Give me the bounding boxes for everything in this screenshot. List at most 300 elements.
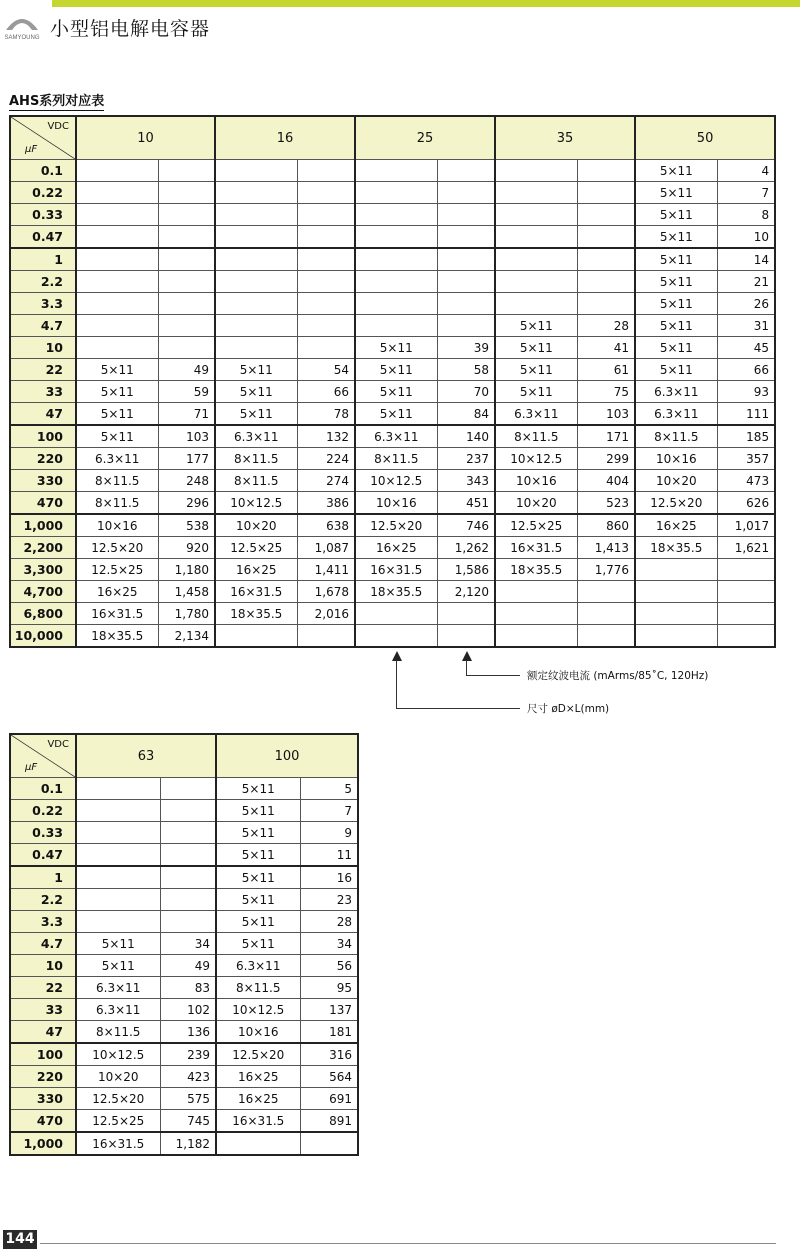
ripple-current-cell	[577, 603, 635, 625]
ripple-current-cell: 185	[717, 425, 775, 448]
ripple-current-cell: 136	[160, 1021, 216, 1044]
ripple-current-cell: 7	[717, 182, 775, 204]
size-cell	[215, 315, 297, 337]
ripple-current-cell: 111	[717, 403, 775, 426]
ripple-current-cell: 2,134	[158, 625, 215, 648]
size-cell	[635, 603, 717, 625]
size-cell: 12.5×20	[76, 1088, 160, 1110]
ripple-current-cell: 28	[577, 315, 635, 337]
table-row	[10, 1066, 358, 1088]
table-row	[10, 226, 775, 249]
size-cell: 10×12.5	[216, 999, 300, 1021]
size-cell: 5×11	[635, 204, 717, 226]
capacitance-cell: 100	[10, 1043, 76, 1066]
ripple-current-cell	[577, 204, 635, 226]
size-cell: 5×11	[216, 778, 300, 800]
capacitance-cell: 470	[10, 1110, 76, 1133]
ripple-current-cell	[160, 889, 216, 911]
table-row	[10, 933, 358, 955]
voltage-header-row	[10, 116, 775, 160]
ripple-current-cell	[158, 248, 215, 271]
capacitance-cell: 330	[10, 1088, 76, 1110]
size-cell	[76, 822, 160, 844]
size-cell: 6.3×11	[76, 448, 158, 470]
ripple-current-cell: 224	[297, 448, 355, 470]
table-row	[10, 204, 775, 226]
size-cell: 5×11	[495, 315, 577, 337]
samyoung-logo-icon	[2, 4, 42, 44]
size-cell	[355, 226, 437, 249]
ripple-current-cell: 66	[717, 359, 775, 381]
ripple-current-cell: 299	[577, 448, 635, 470]
size-arrow-line-h	[396, 708, 520, 709]
ripple-current-cell	[437, 625, 495, 648]
ripple-current-cell: 575	[160, 1088, 216, 1110]
ripple-arrow-line-h	[466, 675, 520, 676]
size-cell: 16×31.5	[495, 537, 577, 559]
ripple-current-cell: 1,262	[437, 537, 495, 559]
voltage-header-row	[10, 734, 358, 778]
size-cell: 6.3×11	[76, 999, 160, 1021]
table-row	[10, 911, 358, 933]
size-cell: 6.3×11	[635, 403, 717, 426]
size-cell	[215, 337, 297, 359]
voltage-header-100: 100	[216, 734, 358, 778]
ripple-current-cell	[577, 271, 635, 293]
size-cell: 16×31.5	[76, 603, 158, 625]
size-cell: 5×11	[215, 403, 297, 426]
size-cell: 10×16	[76, 514, 158, 537]
page-number: 144	[3, 1230, 37, 1249]
ripple-current-cell	[717, 559, 775, 581]
ripple-current-cell	[577, 581, 635, 603]
ripple-current-cell: 1,087	[297, 537, 355, 559]
table-row	[10, 248, 775, 271]
voltage-header-50: 50	[635, 116, 775, 160]
size-cell	[495, 603, 577, 625]
size-cell: 5×11	[355, 337, 437, 359]
size-cell	[355, 293, 437, 315]
capacitance-cell: 0.33	[10, 822, 76, 844]
ripple-current-cell: 237	[437, 448, 495, 470]
ripple-current-cell: 638	[297, 514, 355, 537]
ripple-current-cell: 21	[717, 271, 775, 293]
size-cell: 10×20	[76, 1066, 160, 1088]
size-cell	[76, 160, 158, 182]
ripple-current-cell	[437, 293, 495, 315]
size-cell: 12.5×20	[76, 537, 158, 559]
size-cell	[215, 248, 297, 271]
ripple-current-cell: 171	[577, 425, 635, 448]
ripple-current-cell: 58	[437, 359, 495, 381]
capacitance-cell: 1,000	[10, 514, 76, 537]
size-cell	[215, 293, 297, 315]
size-cell	[635, 559, 717, 581]
capacitance-cell: 0.47	[10, 226, 76, 249]
ripple-current-cell: 316	[300, 1043, 358, 1066]
ripple-current-cell: 2,120	[437, 581, 495, 603]
capacitance-cell: 10	[10, 955, 76, 977]
ripple-current-cell	[160, 778, 216, 800]
ripple-current-cell: 70	[437, 381, 495, 403]
ripple-current-cell: 386	[297, 492, 355, 515]
size-cell: 16×31.5	[215, 581, 297, 603]
table-row	[10, 160, 775, 182]
table-row	[10, 822, 358, 844]
size-cell	[355, 603, 437, 625]
ripple-current-cell	[158, 337, 215, 359]
size-cell: 12.5×25	[76, 559, 158, 581]
size-cell	[215, 182, 297, 204]
size-cell	[215, 160, 297, 182]
ripple-current-cell: 357	[717, 448, 775, 470]
ripple-current-cell: 49	[160, 955, 216, 977]
ripple-current-cell	[437, 248, 495, 271]
size-cell: 5×11	[495, 359, 577, 381]
ripple-current-cell	[297, 182, 355, 204]
size-cell	[495, 248, 577, 271]
ripple-current-cell: 34	[300, 933, 358, 955]
capacitance-cell: 4.7	[10, 315, 76, 337]
ripple-current-cell	[158, 293, 215, 315]
ripple-current-cell	[577, 160, 635, 182]
size-cell	[76, 271, 158, 293]
table-row	[10, 581, 775, 603]
size-cell: 10×16	[495, 470, 577, 492]
ripple-current-cell	[717, 581, 775, 603]
table-row	[10, 514, 775, 537]
ripple-current-cell: 1,180	[158, 559, 215, 581]
table-row	[10, 559, 775, 581]
ripple-current-cell: 39	[437, 337, 495, 359]
capacitance-cell: 22	[10, 359, 76, 381]
ripple-current-cell: 56	[300, 955, 358, 977]
ripple-current-cell	[297, 315, 355, 337]
size-cell: 5×11	[635, 226, 717, 249]
capacitance-cell: 330	[10, 470, 76, 492]
ripple-current-cell	[300, 1132, 358, 1155]
ripple-current-cell: 66	[297, 381, 355, 403]
capacitance-cell: 10,000	[10, 625, 76, 648]
ripple-current-cell: 8	[717, 204, 775, 226]
size-cell	[76, 844, 160, 867]
ripple-current-cell: 523	[577, 492, 635, 515]
size-cell	[355, 182, 437, 204]
size-cell: 8×11.5	[76, 1021, 160, 1044]
ripple-current-cell: 920	[158, 537, 215, 559]
corner-cell	[10, 116, 76, 160]
size-cell: 8×11.5	[215, 470, 297, 492]
size-cell	[76, 315, 158, 337]
size-cell: 5×11	[355, 381, 437, 403]
size-cell: 10×12.5	[355, 470, 437, 492]
size-cell	[355, 271, 437, 293]
ripple-current-cell: 2,016	[297, 603, 355, 625]
section-title: AHS系列对应表	[9, 90, 104, 111]
size-cell: 18×35.5	[76, 625, 158, 648]
size-cell: 5×11	[635, 182, 717, 204]
size-cell	[495, 293, 577, 315]
ripple-current-cell: 140	[437, 425, 495, 448]
size-cell: 5×11	[635, 271, 717, 293]
table-row	[10, 1088, 358, 1110]
size-cell	[355, 315, 437, 337]
size-cell: 5×11	[495, 337, 577, 359]
voltage-header-16: 16	[215, 116, 355, 160]
table-row	[10, 425, 775, 448]
ripple-current-cell: 274	[297, 470, 355, 492]
ripple-current-cell: 16	[300, 866, 358, 889]
ripple-current-cell	[297, 271, 355, 293]
size-cell	[76, 204, 158, 226]
capacitance-cell: 0.22	[10, 182, 76, 204]
page-title: 小型铝电解电容器	[50, 18, 211, 40]
ripple-current-cell: 9	[300, 822, 358, 844]
ripple-current-cell: 26	[717, 293, 775, 315]
uf-label: μF	[25, 762, 38, 773]
size-cell	[76, 778, 160, 800]
size-cell	[215, 226, 297, 249]
capacitance-cell: 3.3	[10, 293, 76, 315]
ripple-current-cell: 239	[160, 1043, 216, 1066]
size-cell: 16×31.5	[216, 1110, 300, 1133]
size-cell: 10×16	[635, 448, 717, 470]
capacitance-cell: 3.3	[10, 911, 76, 933]
ripple-current-cell: 746	[437, 514, 495, 537]
size-cell	[635, 625, 717, 648]
table-row	[10, 977, 358, 999]
capacitance-cell: 1	[10, 248, 76, 271]
size-cell: 18×35.5	[495, 559, 577, 581]
table-row	[10, 448, 775, 470]
capacitance-cell: 22	[10, 977, 76, 999]
size-cell: 12.5×25	[215, 537, 297, 559]
table-row	[10, 955, 358, 977]
size-cell	[495, 581, 577, 603]
ripple-current-cell: 75	[577, 381, 635, 403]
vdc-label: VDC	[47, 739, 69, 750]
ripple-current-cell: 103	[577, 403, 635, 426]
ripple-current-cell	[437, 271, 495, 293]
ripple-annotation: 额定纹波电流 (mArms/85˚C, 120Hz)	[527, 670, 709, 682]
ripple-current-cell	[577, 182, 635, 204]
size-cell: 8×11.5	[216, 977, 300, 999]
table-row	[10, 293, 775, 315]
ripple-current-cell	[160, 800, 216, 822]
ripple-current-cell: 10	[717, 226, 775, 249]
ripple-current-cell	[158, 315, 215, 337]
ripple-current-cell: 95	[300, 977, 358, 999]
ripple-current-cell	[160, 911, 216, 933]
ripple-current-cell	[297, 337, 355, 359]
ripple-current-cell: 1,678	[297, 581, 355, 603]
voltage-header-25: 25	[355, 116, 495, 160]
ripple-arrow-line-v	[466, 660, 467, 675]
ripple-current-cell	[437, 204, 495, 226]
size-cell: 10×12.5	[76, 1043, 160, 1066]
size-cell	[76, 337, 158, 359]
size-cell	[76, 800, 160, 822]
ripple-current-cell: 1,413	[577, 537, 635, 559]
ripple-current-cell: 1,586	[437, 559, 495, 581]
capacitance-cell: 0.47	[10, 844, 76, 867]
ripple-current-cell	[297, 204, 355, 226]
size-cell: 8×11.5	[76, 470, 158, 492]
size-cell: 12.5×20	[355, 514, 437, 537]
ripple-current-cell	[158, 271, 215, 293]
size-cell	[76, 293, 158, 315]
size-cell: 16×31.5	[355, 559, 437, 581]
table-row	[10, 403, 775, 426]
size-cell	[76, 226, 158, 249]
ripple-current-cell	[717, 625, 775, 648]
table-row	[10, 866, 358, 889]
size-cell: 16×25	[76, 581, 158, 603]
ripple-current-cell: 745	[160, 1110, 216, 1133]
ripple-current-cell	[577, 625, 635, 648]
capacitance-cell: 0.1	[10, 778, 76, 800]
capacitance-cell: 1,000	[10, 1132, 76, 1155]
ripple-current-cell	[717, 603, 775, 625]
table-row	[10, 315, 775, 337]
ripple-current-cell: 1,017	[717, 514, 775, 537]
ripple-current-cell: 5	[300, 778, 358, 800]
size-cell: 6.3×11	[495, 403, 577, 426]
ripple-current-cell: 103	[158, 425, 215, 448]
size-cell	[355, 248, 437, 271]
ripple-current-cell	[158, 226, 215, 249]
ripple-current-cell: 11	[300, 844, 358, 867]
size-cell: 8×11.5	[635, 425, 717, 448]
size-cell: 16×25	[216, 1088, 300, 1110]
size-annotation: 尺寸 øD×L(mm)	[527, 703, 610, 715]
ripple-current-cell: 71	[158, 403, 215, 426]
table-row	[10, 603, 775, 625]
capacitance-cell: 10	[10, 337, 76, 359]
ripple-current-cell: 7	[300, 800, 358, 822]
size-cell: 12.5×25	[495, 514, 577, 537]
ripple-current-cell: 538	[158, 514, 215, 537]
ripple-current-cell	[577, 226, 635, 249]
ripple-current-cell: 28	[300, 911, 358, 933]
ripple-current-cell: 626	[717, 492, 775, 515]
table-row	[10, 271, 775, 293]
capacitance-cell: 0.33	[10, 204, 76, 226]
ripple-current-cell: 891	[300, 1110, 358, 1133]
ripple-current-cell: 691	[300, 1088, 358, 1110]
size-arrow-head	[392, 651, 402, 661]
ripple-current-cell: 84	[437, 403, 495, 426]
ripple-current-cell	[158, 204, 215, 226]
capacitance-cell: 6,800	[10, 603, 76, 625]
ripple-current-cell: 1,458	[158, 581, 215, 603]
ripple-current-cell	[158, 160, 215, 182]
size-cell: 10×12.5	[495, 448, 577, 470]
ripple-current-cell: 181	[300, 1021, 358, 1044]
size-cell: 5×11	[635, 160, 717, 182]
size-cell	[76, 182, 158, 204]
size-arrow-line-v	[396, 660, 397, 708]
size-cell: 5×11	[635, 248, 717, 271]
size-cell: 10×20	[635, 470, 717, 492]
ripple-current-cell: 31	[717, 315, 775, 337]
voltage-header-10: 10	[76, 116, 215, 160]
ripple-current-cell	[297, 160, 355, 182]
size-cell: 5×11	[76, 933, 160, 955]
ripple-current-cell: 137	[300, 999, 358, 1021]
ripple-current-cell	[297, 625, 355, 648]
size-cell: 8×11.5	[495, 425, 577, 448]
ripple-current-cell	[437, 182, 495, 204]
size-cell	[215, 204, 297, 226]
capacitance-cell: 33	[10, 999, 76, 1021]
series-table-main	[9, 115, 776, 648]
ripple-current-cell: 102	[160, 999, 216, 1021]
size-cell: 5×11	[215, 381, 297, 403]
size-cell: 8×11.5	[355, 448, 437, 470]
size-cell: 5×11	[76, 425, 158, 448]
table-row	[10, 999, 358, 1021]
ripple-current-cell	[297, 226, 355, 249]
size-cell: 8×11.5	[76, 492, 158, 515]
ripple-current-cell: 860	[577, 514, 635, 537]
table-row	[10, 492, 775, 515]
size-cell: 5×11	[76, 359, 158, 381]
footer-rule	[40, 1243, 776, 1244]
ripple-current-cell: 93	[717, 381, 775, 403]
ripple-current-cell	[160, 866, 216, 889]
table-row	[10, 182, 775, 204]
ripple-current-cell: 23	[300, 889, 358, 911]
table-row	[10, 381, 775, 403]
capacitance-cell: 4,700	[10, 581, 76, 603]
logo-text: SAMYOUNG	[4, 35, 40, 41]
table-row	[10, 359, 775, 381]
size-cell: 5×11	[216, 822, 300, 844]
ripple-current-cell: 343	[437, 470, 495, 492]
size-cell	[495, 625, 577, 648]
ripple-current-cell: 49	[158, 359, 215, 381]
capacitance-cell: 2,200	[10, 537, 76, 559]
ripple-current-cell: 423	[160, 1066, 216, 1088]
size-cell: 5×11	[635, 337, 717, 359]
uf-label: μF	[25, 144, 38, 155]
ripple-current-cell	[160, 844, 216, 867]
ripple-current-cell	[437, 603, 495, 625]
ripple-current-cell: 1,621	[717, 537, 775, 559]
ripple-current-cell: 451	[437, 492, 495, 515]
table-row	[10, 537, 775, 559]
size-cell: 5×11	[635, 315, 717, 337]
size-cell: 5×11	[635, 359, 717, 381]
size-cell	[215, 271, 297, 293]
ripple-current-cell	[158, 182, 215, 204]
size-cell: 12.5×20	[635, 492, 717, 515]
ripple-current-cell: 14	[717, 248, 775, 271]
size-cell: 5×11	[216, 911, 300, 933]
size-cell: 18×35.5	[635, 537, 717, 559]
size-cell: 5×11	[216, 933, 300, 955]
size-cell	[495, 271, 577, 293]
size-cell: 5×11	[76, 403, 158, 426]
voltage-header-63: 63	[76, 734, 216, 778]
size-cell: 18×35.5	[215, 603, 297, 625]
size-cell	[495, 226, 577, 249]
ripple-current-cell	[437, 315, 495, 337]
size-cell: 16×25	[355, 537, 437, 559]
size-cell: 5×11	[76, 955, 160, 977]
ripple-current-cell: 1,411	[297, 559, 355, 581]
